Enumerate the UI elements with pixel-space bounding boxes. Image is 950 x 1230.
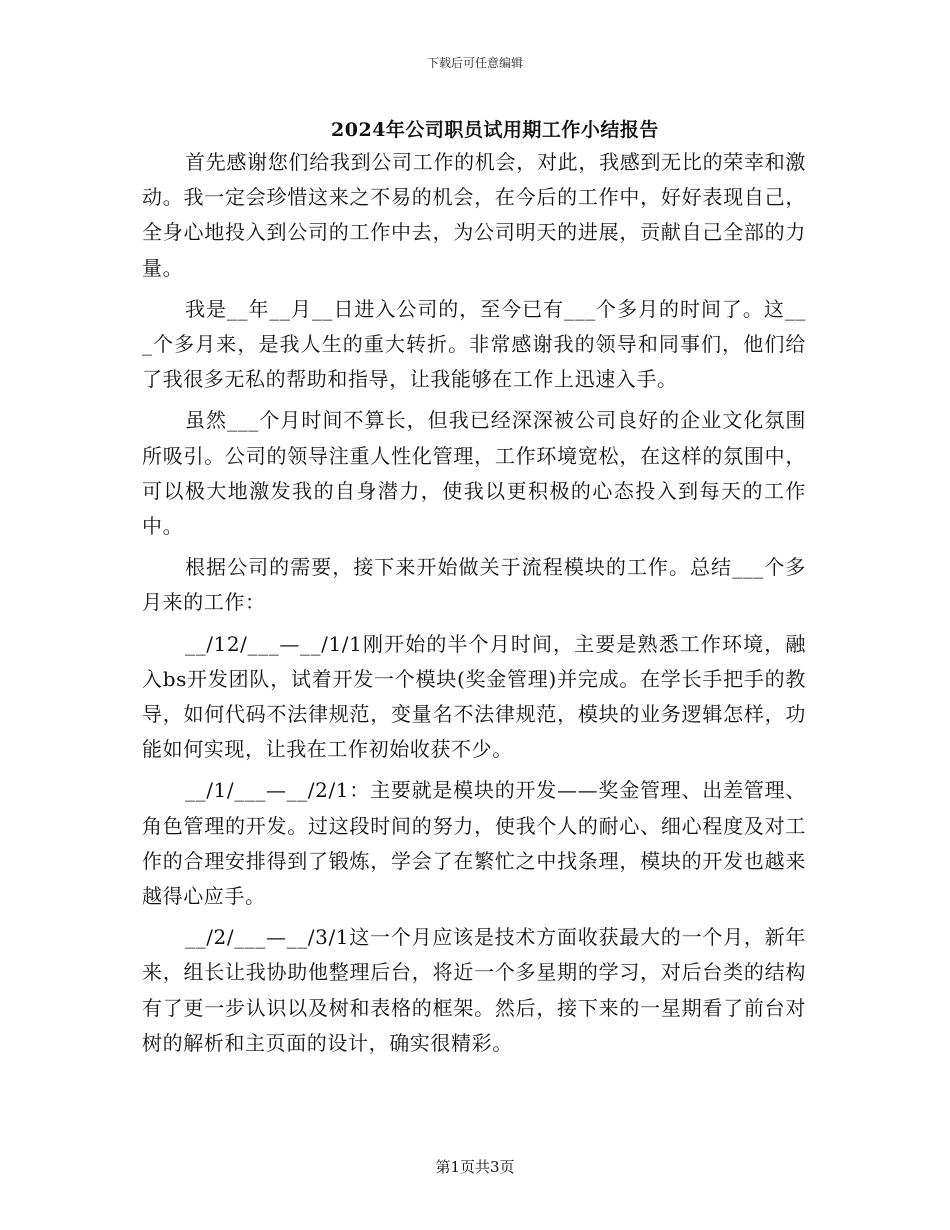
document-title: 2024年公司职员试用期工作小结报告	[331, 119, 659, 141]
paragraph: __/12/___—__/1/1刚开始的半个月时间，主要是熟悉工作环境，融入bs开发团队，试着开发一个模块(奖金管理)并完成。在学长手把手的教导，如何代码不法律规范，变量名不法律规范，模块的业务逻辑怎样，功能如何实现，让我在工作初始收获不少。	[142, 631, 806, 762]
paragraph: __/1/___—__/2/1：主要就是模块的开发——奖金管理、出差管理、角色管理的开发。过这段时间的努力，使我个人的耐心、细心程度及对工作的合理安排得到了锻炼，学会了在繁忙之中找条理，模块的开发也越来越得心应手。	[142, 778, 806, 909]
document-body	[142, 145, 806, 1067]
paragraph: 根据公司的需要，接下来开始做关于流程模块的工作。总结___个多月来的工作：	[142, 555, 806, 615]
header-note: 下载后可任意编辑	[426, 56, 523, 70]
paragraph: __/2/___—__/3/1这一个月应该是技术方面收获最大的一个月，新年来，组长让我协助他整理后台，将近一个多星期的学习，对后台类的结构有了更一步认识以及树和表格的框架。然后，接下来的一星期看了前台对树的解析和主页面的设计，确实很精彩。	[142, 925, 806, 1055]
paragraph: 虽然___个月时间不算长，但我已经深深被公司良好的企业文化氛围所吸引。公司的领导注重人性化管理，工作环境宽松，在这样的氛围中，可以极大地激发我的自身潜力，使我以更积极的心态投入到每天的工作中。	[142, 408, 806, 539]
page-number-footer: 第1页共3页	[435, 1158, 515, 1176]
paragraph: 我是__年__月__日进入公司的，至今已有___个多月的时间了。这___个多月来，是我人生的重大转折。非常感谢我的领导和同事们，他们给了我很多无私的帮助和指导，让我能够在工作上迅速入手。	[142, 296, 806, 392]
paragraph: 首先感谢您们给我到公司工作的机会，对此，我感到无比的荣幸和激动。我一定会珍惜这来之不易的机会，在今后的工作中，好好表现自己，全身心地投入到公司的工作中去，为公司明天的进展，贡献自己全部的力量。	[142, 150, 806, 280]
